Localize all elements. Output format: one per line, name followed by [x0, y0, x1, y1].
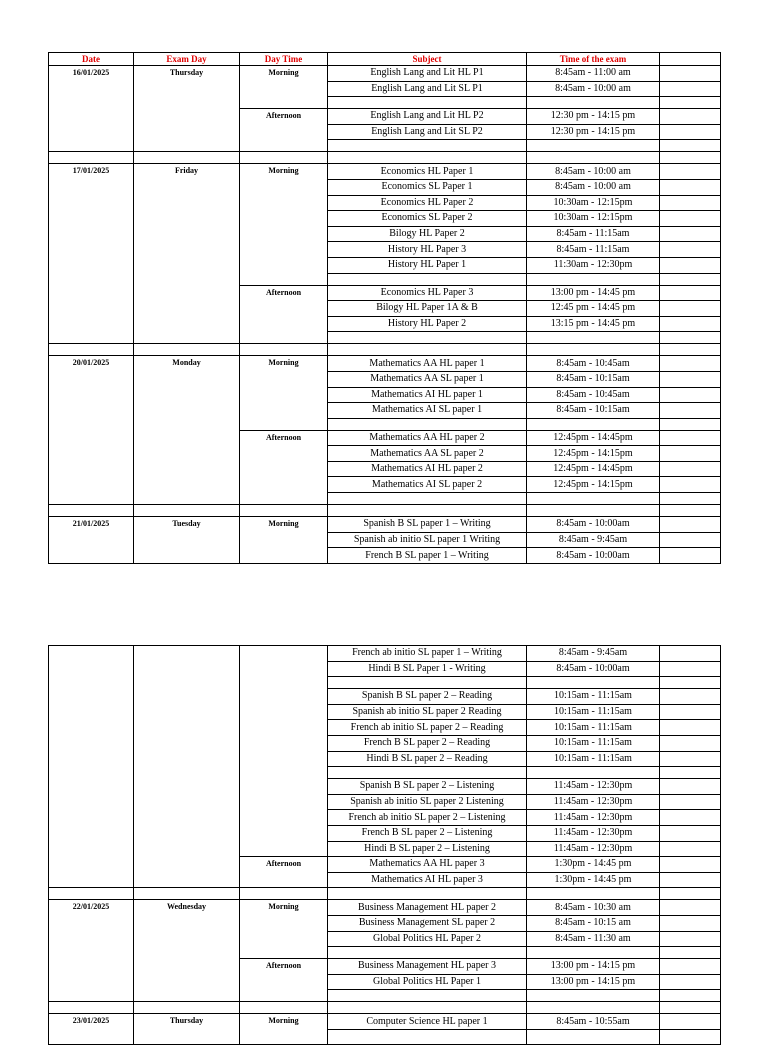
session-afternoon: Afternoon [240, 857, 328, 888]
subject-cell: Business Management HL paper 3 [328, 959, 527, 975]
subject-cell: Global Politics HL Paper 2 [328, 931, 527, 947]
exam-time-cell: 12:45pm - 14:15pm [527, 477, 660, 493]
header-exam-time: Time of the exam [527, 53, 660, 66]
subject-cell: Bilogy HL Paper 2 [328, 226, 527, 242]
subject-cell: French B SL paper 1 – Writing [328, 548, 527, 564]
session-morning: Morning [240, 900, 328, 959]
subject-cell: French ab initio SL paper 1 – Writing [328, 646, 527, 662]
exam-time-cell: 8:45am - 10:45am [527, 387, 660, 403]
subject-cell: Spanish ab initio SL paper 2 Reading [328, 704, 527, 720]
exam-time-cell: 11:45am - 12:30pm [527, 779, 660, 795]
subject-cell: Hindi B SL paper 2 – Reading [328, 751, 527, 767]
subject-cell: Mathematics AA HL paper 1 [328, 356, 527, 372]
exam-time-cell: 10:30am - 12:15pm [527, 211, 660, 227]
exam-time-cell: 12:45pm - 14:45pm [527, 461, 660, 477]
exam-time-cell: 8:45am - 10:00 am [527, 81, 660, 97]
session-morning: Morning [240, 356, 328, 430]
exam-day-cell-continued [134, 646, 240, 888]
day-separator-row [49, 152, 721, 164]
subject-cell: Business Management HL paper 2 [328, 900, 527, 916]
session-morning: Morning [240, 517, 328, 564]
date-cell: 20/01/2025 [49, 356, 134, 505]
header-row [49, 53, 721, 66]
date-cell: 21/01/2025 [49, 517, 134, 564]
header-day-time: Day Time [240, 53, 328, 66]
exam-time-cell: 8:45am - 10:00 am [527, 179, 660, 195]
exam-time-cell: 1:30pm - 14:45 pm [527, 857, 660, 873]
exam-time-cell: 11:45am - 12:30pm [527, 810, 660, 826]
exam-time-cell: 12:45pm - 14:45pm [527, 430, 660, 446]
table-row [49, 517, 721, 533]
header-exam-day: Exam Day [134, 53, 240, 66]
subject-cell: Mathematics AI SL paper 1 [328, 403, 527, 419]
exam-time-cell: 8:45am - 10:15 am [527, 915, 660, 931]
subject-cell: Mathematics AA HL paper 3 [328, 857, 527, 873]
table-row [49, 1014, 721, 1030]
subject-cell: French ab initio SL paper 2 – Reading [328, 720, 527, 736]
subject-cell: French B SL paper 2 – Listening [328, 825, 527, 841]
subject-cell: Global Politics HL Paper 1 [328, 974, 527, 990]
exam-time-cell: 10:15am - 11:15am [527, 689, 660, 705]
exam-time-cell: 8:45am - 11:15am [527, 242, 660, 258]
subject-cell: English Lang and Lit SL P1 [328, 81, 527, 97]
subject-cell: Computer Science HL paper 1 [328, 1014, 527, 1030]
exam-time-cell: 8:45am - 10:00am [527, 517, 660, 533]
exam-time-cell: 8:45am - 9:45am [527, 532, 660, 548]
subject-cell: Economics HL Paper 2 [328, 195, 527, 211]
day-separator-row [49, 888, 721, 900]
subject-cell: Hindi B SL paper 2 – Listening [328, 841, 527, 857]
header-subject: Subject [328, 53, 527, 66]
subject-cell: English Lang and Lit SL P2 [328, 124, 527, 140]
table-row [49, 164, 721, 180]
day-separator-row [49, 344, 721, 356]
session-morning: Morning [240, 66, 328, 109]
exam-time-cell: 11:30am - 12:30pm [527, 257, 660, 273]
exam-time-cell: 8:45am - 11:00 am [527, 66, 660, 82]
exam-time-cell: 8:45am - 11:30 am [527, 931, 660, 947]
subject-cell: Bilogy HL Paper 1A & B [328, 301, 527, 317]
subject-cell: Mathematics AI SL paper 2 [328, 477, 527, 493]
exam-day-cell: Tuesday [134, 517, 240, 564]
table-row [49, 66, 721, 82]
date-cell: 16/01/2025 [49, 66, 134, 152]
exam-time-cell: 10:15am - 11:15am [527, 735, 660, 751]
table-row [49, 646, 721, 662]
exam-time-cell: 10:15am - 11:15am [527, 704, 660, 720]
exam-time-cell: 13:00 pm - 14:15 pm [527, 959, 660, 975]
subject-cell: French ab initio SL paper 2 – Listening [328, 810, 527, 826]
exam-day-cell: Monday [134, 356, 240, 505]
exam-time-cell: 13:00 pm - 14:45 pm [527, 285, 660, 301]
exam-time-cell: 12:30 pm - 14:15 pm [527, 109, 660, 125]
subject-cell: Spanish B SL paper 2 – Reading [328, 689, 527, 705]
subject-cell: History HL Paper 1 [328, 257, 527, 273]
exam-schedule-table [48, 52, 721, 564]
session-afternoon: Afternoon [240, 959, 328, 1002]
exam-time-cell: 12:30 pm - 14:15 pm [527, 124, 660, 140]
session-morning: Morning [240, 164, 328, 285]
exam-time-cell: 13:15 pm - 14:45 pm [527, 316, 660, 332]
exam-time-cell: 8:45am - 10:00am [527, 548, 660, 564]
subject-cell: History HL Paper 2 [328, 316, 527, 332]
session-morning-continued [240, 646, 328, 857]
exam-time-cell: 8:45am - 10:15am [527, 371, 660, 387]
exam-time-cell: 11:45am - 12:30pm [527, 841, 660, 857]
exam-day-cell: Thursday [134, 1014, 240, 1045]
subject-cell: Spanish B SL paper 2 – Listening [328, 779, 527, 795]
exam-time-cell: 8:45am - 10:45am [527, 356, 660, 372]
date-cell: 22/01/2025 [49, 900, 134, 1002]
subject-cell: Economics SL Paper 2 [328, 211, 527, 227]
subject-cell [328, 1029, 527, 1045]
exam-time-cell: 8:45am - 10:15am [527, 403, 660, 419]
subject-cell: Mathematics AA SL paper 1 [328, 371, 527, 387]
session-afternoon: Afternoon [240, 109, 328, 152]
exam-time-cell: 12:45pm - 14:15pm [527, 446, 660, 462]
exam-day-cell: Friday [134, 164, 240, 344]
date-cell-continued [49, 646, 134, 888]
exam-time-cell: 11:45am - 12:30pm [527, 825, 660, 841]
exam-time-cell [527, 1029, 660, 1045]
exam-time-cell: 8:45am - 10:30 am [527, 900, 660, 916]
exam-time-cell: 1:30pm - 14:45 pm [527, 872, 660, 888]
exam-time-cell: 8:45am - 9:45am [527, 646, 660, 662]
exam-time-cell: 10:15am - 11:15am [527, 720, 660, 736]
exam-time-cell: 8:45am - 11:15am [527, 226, 660, 242]
exam-time-cell: 8:45am - 10:00am [527, 661, 660, 677]
subject-cell: Spanish B SL paper 1 – Writing [328, 517, 527, 533]
subject-cell: Mathematics AI HL paper 1 [328, 387, 527, 403]
subject-cell: French B SL paper 2 – Reading [328, 735, 527, 751]
subject-cell: History HL Paper 3 [328, 242, 527, 258]
subject-cell: Business Management SL paper 2 [328, 915, 527, 931]
exam-day-cell: Thursday [134, 66, 240, 152]
subject-cell: Mathematics AI HL paper 3 [328, 872, 527, 888]
subject-cell: Economics SL Paper 1 [328, 179, 527, 195]
table-row [49, 900, 721, 916]
table-row [49, 356, 721, 372]
subject-cell: English Lang and Lit HL P2 [328, 109, 527, 125]
exam-schedule-table-continued [48, 645, 721, 1045]
exam-time-cell: 10:15am - 11:15am [527, 751, 660, 767]
header-date: Date [49, 53, 134, 66]
session-morning: Morning [240, 1014, 328, 1045]
exam-time-cell: 11:45am - 12:30pm [527, 794, 660, 810]
exam-time-cell: 8:45am - 10:55am [527, 1014, 660, 1030]
subject-cell: Mathematics AI HL paper 2 [328, 461, 527, 477]
exam-day-cell: Wednesday [134, 900, 240, 1002]
subject-cell: Economics HL Paper 3 [328, 285, 527, 301]
subject-cell: Economics HL Paper 1 [328, 164, 527, 180]
date-cell: 23/01/2025 [49, 1014, 134, 1045]
header-extra [660, 53, 721, 66]
day-separator-row [49, 1002, 721, 1014]
date-cell: 17/01/2025 [49, 164, 134, 344]
day-separator-row [49, 505, 721, 517]
exam-time-cell: 12:45 pm - 14:45 pm [527, 301, 660, 317]
subject-cell: Mathematics AA HL paper 2 [328, 430, 527, 446]
subject-cell: Spanish ab initio SL paper 1 Writing [328, 532, 527, 548]
exam-time-cell: 13:00 pm - 14:15 pm [527, 974, 660, 990]
subject-cell: Spanish ab initio SL paper 2 Listening [328, 794, 527, 810]
session-afternoon: Afternoon [240, 285, 328, 344]
subject-cell: English Lang and Lit HL P1 [328, 66, 527, 82]
session-afternoon: Afternoon [240, 430, 328, 504]
subject-cell: Mathematics AA SL paper 2 [328, 446, 527, 462]
exam-time-cell: 8:45am - 10:00 am [527, 164, 660, 180]
subject-cell: Hindi B SL Paper 1 - Writing [328, 661, 527, 677]
exam-time-cell: 10:30am - 12:15pm [527, 195, 660, 211]
